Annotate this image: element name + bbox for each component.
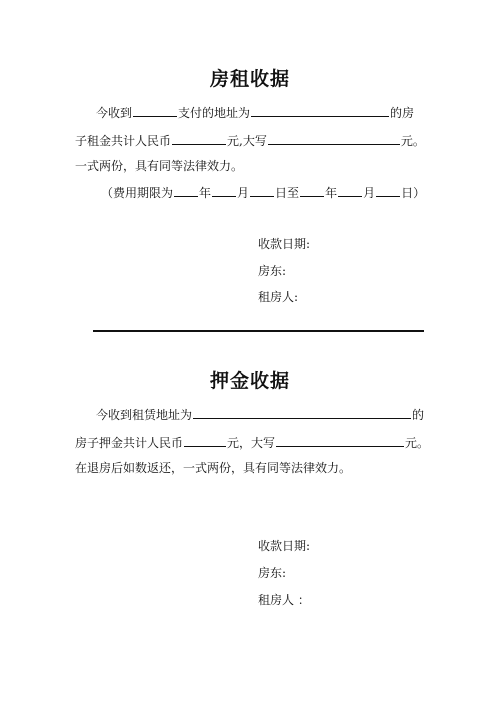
deposit-receipt-title: 押金收据 (209, 370, 290, 392)
end-month-label: 月 (363, 186, 376, 200)
rent-line-1-text-b: 支付的地址为 (178, 106, 251, 120)
end-month-blank[interactable] (338, 184, 362, 197)
start-year-blank[interactable] (174, 184, 198, 197)
deposit-line-1-text-a: 今收到租赁地址为 (96, 408, 193, 422)
deposit-address-blank[interactable] (193, 406, 411, 419)
rent-line-2-text-b: 元,大写 (227, 134, 267, 148)
deposit-amount-words-blank[interactable] (276, 434, 404, 447)
rent-amount-words-blank[interactable] (268, 132, 400, 145)
deposit-line-3: 在退房后如数返还，一式两份，具有同等法律效力。 (75, 461, 352, 475)
rent-receipt-title: 房租收据 (209, 68, 290, 90)
rent-line-2-text-a: 子租金共计人民币 (75, 134, 172, 148)
rent-line-2 (75, 132, 425, 149)
rent-period-line (101, 184, 425, 201)
rent-line-1-text-c: 的房 (390, 106, 415, 120)
deposit-landlord-label: 房东: (258, 566, 287, 580)
rent-receipt-date-label: 收款日期: (258, 237, 311, 251)
deposit-amount-blank[interactable] (184, 434, 226, 447)
deposit-line-2-text-a: 房子押金共计人民币 (75, 436, 184, 450)
payer-blank[interactable] (133, 104, 177, 117)
section-divider (93, 330, 424, 332)
end-year-label: 年 (325, 186, 338, 200)
deposit-tenant-label: 租房人 ： (258, 593, 310, 607)
end-day-label: 日） (401, 186, 426, 200)
start-month-blank[interactable] (212, 184, 236, 197)
deposit-line-1 (96, 406, 424, 423)
rent-address-blank[interactable] (251, 104, 389, 117)
deposit-line-2 (75, 434, 429, 451)
rent-tenant-label: 租房人: (258, 290, 299, 304)
deposit-line-1-text-c: 的 (412, 408, 425, 422)
start-year-label: 年 (199, 186, 212, 200)
end-day-blank[interactable] (376, 184, 400, 197)
start-day-label: 日至 (275, 186, 300, 200)
start-month-label: 月 (237, 186, 250, 200)
rent-line-2-text-c: 元。 (400, 134, 425, 148)
deposit-line-2-text-c: 元。 (405, 436, 430, 450)
deposit-receipt-date-label: 收款日期: (258, 539, 311, 553)
rent-amount-blank[interactable] (172, 132, 226, 145)
end-year-blank[interactable] (300, 184, 324, 197)
start-day-blank[interactable] (250, 184, 274, 197)
rent-line-3: 一式两份，具有同等法律效力。 (75, 159, 244, 173)
rent-period-text: （费用期限为 (101, 186, 174, 200)
rent-line-1-text-a: 今收到 (96, 106, 133, 120)
deposit-line-2-text-b: 元，大写 (227, 436, 276, 450)
rent-landlord-label: 房东: (258, 264, 287, 278)
rent-line-1 (96, 104, 414, 121)
